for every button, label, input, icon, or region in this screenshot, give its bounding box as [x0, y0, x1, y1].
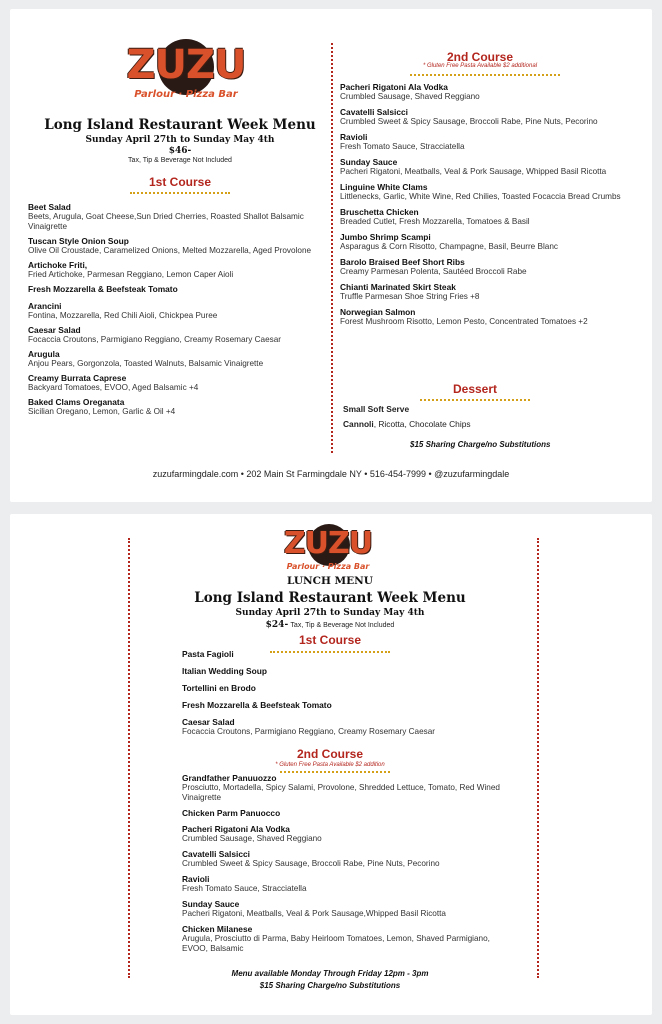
menu-item-description: Arugula, Prosciutto di Parma, Baby Heirloom Tomatoes, Lemon, Shaved Parmigiano, EVOO, Balsamic — [182, 934, 490, 953]
menu-item-description: Asparagus & Corn Risotto, Champagne, Basil, Beurre Blanc — [340, 242, 558, 251]
menu-item-name: Chicken Milanese — [182, 924, 253, 934]
dessert-divider — [420, 399, 530, 401]
menu-item-name: Italian Wedding Soup — [182, 666, 267, 676]
dinner-course2-list — [340, 82, 640, 332]
menu-item-name: Caesar Salad — [182, 717, 235, 727]
menu-item-name: Tuscan Style Onion Soup — [28, 236, 129, 246]
menu-item — [28, 284, 328, 294]
menu-item-name: Ravioli — [340, 132, 368, 142]
logo-subtitle: Parlour · Pizza Bar — [134, 89, 238, 100]
menu-item — [28, 373, 328, 393]
menu-item — [28, 325, 328, 345]
menu-item — [340, 107, 640, 127]
course1-heading: 1st Course — [298, 633, 362, 647]
menu-item — [28, 260, 328, 280]
menu-item-name: Beet Salad — [28, 202, 71, 212]
menu-item-name: Fresh Mozzarella & Beefsteak Tomato — [182, 700, 332, 710]
menu-item-description: Anjou Pears, Gorgonzola, Toasted Walnuts, Balsamic Vinaigrette — [28, 359, 264, 368]
availability-note: Menu available Monday Through Friday 12pm - 3pm — [231, 969, 429, 978]
sharing-charge: $15 Sharing Charge/no Substitutions — [259, 981, 401, 990]
menu-item-description: Littlenecks, Garlic, White Wine, Red Chilies, Toasted Focaccia Bread Crumbs — [340, 192, 621, 201]
menu-item-description: Beets, Arugula, Goat Cheese,Sun Dried Cherries, Roasted Shallot Balsamic Vinaigrette — [28, 212, 304, 231]
menu-item — [182, 717, 512, 737]
logo-subtitle: Parlour · Pizza Bar — [286, 562, 370, 571]
menu-item-description: Fried Artichoke, Parmesan Reggiano, Lemon Caper Aioli — [28, 270, 234, 279]
zuzu-logo — [118, 39, 254, 105]
dessert-item-cannoli — [343, 419, 471, 429]
menu-item — [182, 874, 512, 894]
dessert-item-name: Cannoli — [343, 419, 374, 429]
menu-item-description: Pacheri Rigatoni, Meatballs, Veal & Pork Sausage, Whipped Basil Ricotta — [340, 167, 607, 176]
gluten-free-note: * Gluten Free Pasta Available $2 additional — [422, 63, 538, 69]
menu-dates: Sunday April 27th to Sunday May 4th — [85, 135, 275, 145]
dessert-item-soft-serve: Small Soft Serve — [343, 404, 410, 414]
price-note: Tax, Tip & Beverage Not Included — [290, 622, 395, 629]
menu-item-description: Olive Oil Croustade, Caramelized Onions, Melted Mozzarella, Aged Provolone — [28, 246, 312, 255]
column-divider — [331, 43, 333, 453]
menu-item — [28, 349, 328, 369]
menu-item-name: Creamy Burrata Caprese — [28, 373, 127, 383]
menu-item-name: Caesar Salad — [28, 325, 81, 335]
left-border — [128, 538, 130, 978]
menu-item — [340, 182, 640, 202]
menu-item — [340, 207, 640, 227]
menu-item-name: Grandfather Panuuozzo — [182, 773, 277, 783]
menu-item — [182, 773, 512, 803]
menu-item-name: Sunday Sauce — [340, 157, 398, 167]
menu-item-description: Breaded Cutlet, Fresh Mozzarella, Tomatoes & Basil — [340, 217, 530, 226]
menu-price-row — [180, 620, 480, 630]
menu-item-name: Pacheri Rigatoni Ala Vodka — [340, 82, 448, 92]
logo-word: ZUZU — [126, 42, 246, 88]
menu-item — [340, 282, 640, 302]
menu-item — [28, 236, 328, 256]
menu-item-description: Prosciutto, Mortadella, Spicy Salami, Provolone, Shredded Lettuce, Tomato, Red Wined Vinaigrette — [182, 783, 500, 802]
menu-item — [340, 232, 640, 252]
menu-item-description: Focaccia Croutons, Parmigiano Reggiano, Creamy Rosemary Caesar — [182, 727, 436, 736]
menu-item-name: Bruschetta Chicken — [340, 207, 419, 217]
gluten-free-note: * Gluten Free Pasta Available $2 addition — [275, 762, 385, 768]
menu-item-name: Baked Clams Oreganata — [28, 397, 125, 407]
menu-item-description: Fresh Tomato Sauce, Stracciatella — [182, 884, 307, 893]
menu-item — [182, 824, 512, 844]
menu-item-description: Crumbled Sausage, Shaved Reggiano — [182, 834, 322, 843]
lunch-label: LUNCH MENU — [287, 575, 373, 587]
menu-item-name: Cavatelli Salsicci — [340, 107, 408, 117]
menu-item-name: Norwegian Salmon — [340, 307, 416, 317]
menu-item-name: Sunday Sauce — [182, 899, 240, 909]
menu-item-description: Crumbled Sweet & Spicy Sausage, Broccoli Rabe, Pine Nuts, Pecorino — [340, 117, 598, 126]
menu-item-name: Arancini — [28, 301, 62, 311]
menu-item — [340, 307, 640, 327]
menu-item-name: Chianti Marinated Skirt Steak — [340, 282, 456, 292]
course2-heading: 2nd Course — [446, 50, 513, 64]
menu-item-description: Truffle Parmesan Shoe String Fries +8 — [340, 292, 480, 301]
menu-item — [28, 301, 328, 321]
contact-footer: zuzufarmingdale.com • 202 Main St Farmingdale NY • 516-454-7999 • @zuzufarmingdale — [152, 469, 510, 479]
course1-divider — [130, 192, 230, 194]
sharing-charge: $15 Sharing Charge/no Substitutions — [410, 440, 551, 449]
menu-item-description: Fontina, Mozzarella, Red Chili Aioli, Chickpea Puree — [28, 311, 218, 320]
menu-item-description: Crumbled Sweet & Spicy Sausage, Broccoli Rabe, Pine Nuts, Pecorino — [182, 859, 440, 868]
dessert-heading: Dessert — [452, 382, 498, 396]
menu-item-name: Barolo Braised Beef Short Ribs — [340, 257, 465, 267]
logo-word: ZUZU — [283, 526, 373, 561]
menu-item — [182, 924, 512, 954]
menu-item — [28, 397, 328, 417]
menu-item — [182, 899, 512, 919]
menu-item-name: Ravioli — [182, 874, 210, 884]
menu-item-name: Artichoke Friti, — [28, 260, 88, 270]
menu-price: $46- — [168, 146, 192, 156]
lunch-course1-list — [182, 649, 512, 743]
menu-item — [28, 202, 328, 232]
menu-item-description: Crumbled Sausage, Shaved Reggiano — [340, 92, 480, 101]
course2-heading: 2nd Course — [296, 747, 363, 761]
menu-item-description: Pacheri Rigatoni, Meatballs, Veal & Pork Sausage,Whipped Basil Ricotta — [182, 909, 446, 918]
menu-item — [182, 808, 512, 818]
menu-title: Long Island Restaurant Week Menu — [44, 117, 316, 133]
lunch-menu-card — [10, 514, 652, 1015]
menu-price: $24- — [265, 620, 289, 630]
menu-item-name: Cavatelli Salsicci — [182, 849, 250, 859]
dinner-menu-card — [10, 9, 652, 502]
price-note: Tax, Tip & Beverage Not Included — [128, 157, 232, 164]
dessert-item-desc: , Ricotta, Chocolate Chips — [373, 419, 471, 429]
lunch-course2-list — [182, 773, 512, 959]
menu-item-description: Focaccia Croutons, Parmigiano Reggiano, Creamy Rosemary Caesar — [28, 335, 282, 344]
menu-item — [182, 683, 512, 693]
menu-item — [182, 649, 512, 659]
menu-item-name: Fresh Mozzarella & Beefsteak Tomato — [28, 284, 178, 294]
menu-item-name: Linguine White Clams — [340, 182, 428, 192]
menu-item-name: Jumbo Shrimp Scampi — [340, 232, 431, 242]
course2-divider — [410, 74, 560, 76]
menu-item-name: Arugula — [28, 349, 60, 359]
menu-item — [182, 666, 512, 676]
menu-item — [340, 257, 640, 277]
menu-item-name: Pacheri Rigatoni Ala Vodka — [182, 824, 290, 834]
menu-dates: Sunday April 27th to Sunday May 4th — [235, 608, 425, 618]
menu-item — [182, 700, 512, 710]
menu-item-description: Backyard Tomatoes, EVOO, Aged Balsamic +4 — [28, 383, 199, 392]
menu-item — [340, 132, 640, 152]
menu-item — [182, 849, 512, 869]
menu-item — [340, 82, 640, 102]
course1-heading: 1st Course — [148, 175, 212, 189]
menu-title: Long Island Restaurant Week Menu — [194, 590, 466, 606]
menu-item-description: Forest Mushroom Risotto, Lemon Pesto, Concentrated Tomatoes +2 — [340, 317, 588, 326]
menu-item-description: Fresh Tomato Sauce, Stracciatella — [340, 142, 465, 151]
right-border — [537, 538, 539, 978]
dinner-course1-list — [28, 202, 328, 421]
menu-item-description: Sicilian Oregano, Lemon, Garlic & Oil +4 — [28, 407, 176, 416]
zuzu-logo — [278, 524, 378, 578]
menu-item-name: Pasta Fagioli — [182, 649, 234, 659]
menu-item — [340, 157, 640, 177]
menu-item-description: Creamy Parmesan Polenta, Sautéed Broccoli Rabe — [340, 267, 527, 276]
menu-item-name: Chicken Parm Panuocco — [182, 808, 281, 818]
menu-item-name: Tortellini en Brodo — [182, 683, 256, 693]
